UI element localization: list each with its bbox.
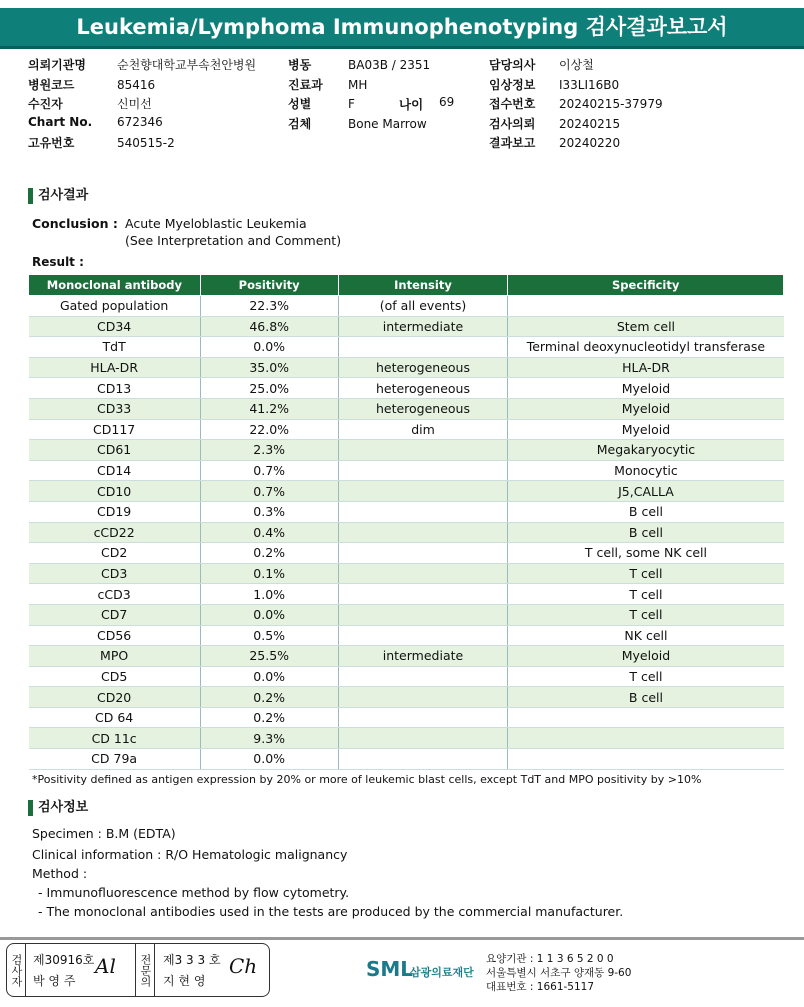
info-label: 수진자 (28, 97, 63, 111)
info-row (489, 115, 663, 135)
intensity-cell (338, 749, 508, 770)
table-row (29, 337, 784, 358)
method-1: - Immunofluorescence method by flow cytometry. (38, 885, 350, 900)
antibody-cell: CD33 (29, 398, 201, 419)
address: 서울특별시 서초구 양재동 9-60 (486, 967, 632, 979)
antibody-cell: CD7 (29, 604, 201, 625)
info-value: I33LI16B0 (559, 77, 620, 92)
intensity-cell (338, 563, 508, 584)
info-value: 85416 (117, 77, 156, 92)
clinical-info: Clinical information : R/O Hematologic malignancy (32, 847, 348, 862)
intensity-cell (338, 604, 508, 625)
table-row (29, 501, 784, 522)
antibody-cell: TdT (29, 337, 201, 358)
doctor-signature: Ch (229, 954, 258, 978)
test-info-heading: 검사정보 (28, 800, 88, 816)
table-row (29, 625, 784, 646)
positivity-cell: 2.3% (200, 440, 338, 461)
column-header: Intensity (338, 275, 508, 296)
conclusion-note: (See Interpretation and Comment) (125, 233, 342, 248)
antibody-cell: CD34 (29, 316, 201, 337)
table-row (29, 522, 784, 543)
specificity-cell: HLA-DR (508, 357, 784, 378)
positivity-cell: 0.7% (200, 460, 338, 481)
method-label: Method : (32, 866, 88, 881)
antibody-cell: CD2 (29, 543, 201, 564)
specificity-cell: Stem cell (508, 316, 784, 337)
doctor-name: 지 현 영 (163, 974, 206, 988)
positivity-cell: 0.4% (200, 522, 338, 543)
specificity-cell: Myeloid (508, 646, 784, 667)
specificity-cell: Myeloid (508, 419, 784, 440)
positivity-cell: 25.0% (200, 378, 338, 399)
org-name: 삼광의료재단 (410, 966, 474, 979)
antibody-cell: cCD22 (29, 522, 201, 543)
info-value: 672346 (117, 114, 163, 129)
specificity-cell: Monocytic (508, 460, 784, 481)
positivity-cell: 0.2% (200, 707, 338, 728)
antibody-cell: CD117 (29, 419, 201, 440)
info-label: 의뢰기관명 (28, 58, 86, 72)
column-header: Specificity (508, 275, 784, 296)
age-label: 나이 (399, 97, 424, 112)
positivity-cell: 0.0% (200, 604, 338, 625)
column-header: Positivity (200, 275, 338, 296)
table-row (29, 646, 784, 667)
table-row (29, 378, 784, 399)
intensity-cell (338, 707, 508, 728)
table-row (29, 687, 784, 708)
positivity-cell: 0.7% (200, 481, 338, 502)
antibody-cell: CD 79a (29, 749, 201, 770)
doctor-no: 제3 3 3 호 (163, 953, 221, 967)
antibody-cell: HLA-DR (29, 357, 201, 378)
info-row (489, 134, 663, 154)
info-row (28, 56, 256, 76)
table-row (29, 749, 784, 770)
antibody-cell: CD61 (29, 440, 201, 461)
positivity-cell: 41.2% (200, 398, 338, 419)
results-heading: 검사결과 (28, 188, 88, 204)
positivity-cell: 22.3% (200, 296, 338, 317)
info-row (28, 76, 256, 96)
intensity-cell (338, 666, 508, 687)
intensity-cell: heterogeneous (338, 398, 508, 419)
tester-label: 검사자 (7, 944, 26, 996)
intensity-cell: (of all events) (338, 296, 508, 317)
tester-no: 제30916호 (33, 953, 95, 967)
table-row (29, 357, 784, 378)
info-row (28, 134, 256, 154)
antibody-cell: CD56 (29, 625, 201, 646)
specificity-cell: T cell (508, 604, 784, 625)
antibody-cell: CD10 (29, 481, 201, 502)
info-label: 담당의사 (489, 58, 536, 72)
method-2: - The monoclonal antibodies used in the tests are produced by the commercial manufacturer. (38, 904, 624, 919)
info-value: 신미선 (117, 97, 152, 111)
info-value: Bone Marrow (348, 116, 427, 131)
intensity-cell (338, 522, 508, 543)
doctor-label: 전문의 (135, 944, 155, 996)
signature-box (6, 943, 270, 997)
intensity-cell: intermediate (338, 646, 508, 667)
intensity-cell (338, 337, 508, 358)
table-row (29, 584, 784, 605)
intensity-cell (338, 543, 508, 564)
table-row (29, 419, 784, 440)
info-value: 이상철 (559, 58, 594, 72)
specificity-cell: T cell (508, 584, 784, 605)
info-label: 접수번호 (489, 97, 536, 111)
positivity-cell: 35.0% (200, 357, 338, 378)
specificity-cell: Terminal deoxynucleotidyl transferase (508, 337, 784, 358)
antibody-cell: CD14 (29, 460, 201, 481)
specificity-cell: Megakaryocytic (508, 440, 784, 461)
info-col3 (489, 56, 663, 154)
info-col1 (28, 56, 256, 154)
specificity-cell: NK cell (508, 625, 784, 646)
antibody-cell: cCD3 (29, 584, 201, 605)
specificity-cell (508, 728, 784, 749)
specificity-cell: B cell (508, 687, 784, 708)
table-row (29, 398, 784, 419)
info-row (489, 56, 663, 76)
antibody-cell: CD 11c (29, 728, 201, 749)
specificity-cell (508, 749, 784, 770)
antibody-cell: CD20 (29, 687, 201, 708)
info-label: 병동 (288, 58, 312, 72)
antibody-cell: CD5 (29, 666, 201, 687)
intensity-cell (338, 728, 508, 749)
info-value: F (348, 97, 355, 111)
intensity-cell (338, 481, 508, 502)
info-row (288, 56, 430, 76)
info-label: 임상정보 (489, 77, 536, 92)
intensity-cell (338, 687, 508, 708)
antibody-cell: CD 64 (29, 707, 201, 728)
table-row (29, 604, 784, 625)
column-header: Monoclonal antibody (29, 275, 201, 296)
antibody-cell: MPO (29, 646, 201, 667)
specificity-cell (508, 296, 784, 317)
intensity-cell (338, 501, 508, 522)
positivity-cell: 0.2% (200, 687, 338, 708)
info-label: 검체 (288, 116, 312, 131)
antibody-cell: CD19 (29, 501, 201, 522)
intensity-cell (338, 440, 508, 461)
report-title: Leukemia/Lymphoma Immunophenotyping 검사결과보고서 (0, 8, 804, 49)
result-label: Result : (32, 255, 84, 269)
specificity-cell: Myeloid (508, 378, 784, 399)
specificity-cell: T cell (508, 666, 784, 687)
positivity-cell: 22.0% (200, 419, 338, 440)
intensity-cell: intermediate (338, 316, 508, 337)
specificity-cell (508, 707, 784, 728)
phone: 대표번호 : 1661-5117 (486, 981, 595, 993)
tester-name: 박 영 주 (33, 974, 76, 988)
info-row (288, 76, 430, 96)
info-value: MH (348, 77, 368, 92)
info-row (28, 95, 256, 115)
info-label: Chart No. (28, 114, 93, 129)
positivity-cell: 0.2% (200, 543, 338, 564)
provider-code: 요양기관 : 1 1 3 6 5 2 0 0 (486, 953, 614, 965)
info-label: 결과보고 (489, 136, 536, 150)
positivity-cell: 0.0% (200, 666, 338, 687)
antibody-cell: CD13 (29, 378, 201, 399)
specimen: Specimen : B.M (EDTA) (32, 826, 176, 841)
tester-signature: Al (95, 954, 116, 978)
specificity-cell: T cell (508, 563, 784, 584)
info-row (489, 95, 663, 115)
info-label: 진료과 (288, 77, 323, 92)
specificity-cell: T cell, some NK cell (508, 543, 784, 564)
conclusion: Acute Myeloblastic Leukemia (125, 216, 307, 231)
intensity-cell: heterogeneous (338, 357, 508, 378)
table-row (29, 543, 784, 564)
positivity-cell: 1.0% (200, 584, 338, 605)
info-value: BA03B / 2351 (348, 58, 431, 72)
table-row (29, 728, 784, 749)
table-row (29, 296, 784, 317)
info-value: 20240215 (559, 116, 621, 131)
conclusion-label: Conclusion : (32, 216, 118, 231)
table-row (29, 316, 784, 337)
positivity-cell: 25.5% (200, 646, 338, 667)
table-row (29, 563, 784, 584)
specificity-cell: J5,CALLA (508, 481, 784, 502)
info-row (288, 115, 430, 135)
specificity-cell: B cell (508, 501, 784, 522)
info-label: 검사의뢰 (489, 116, 536, 131)
age-value: 69 (439, 95, 455, 109)
info-row (489, 76, 663, 96)
sml-logo: SML (366, 957, 414, 981)
footnote: *Positivity defined as antigen expression by 20% or more of leukemic blast cells, except TdT and MPO positivity by >10% (32, 773, 702, 786)
positivity-cell: 0.0% (200, 749, 338, 770)
positivity-cell: 0.3% (200, 501, 338, 522)
intensity-cell (338, 460, 508, 481)
info-value: 20240220 (559, 136, 621, 150)
results-table (28, 274, 784, 770)
table-row (29, 440, 784, 461)
intensity-cell (338, 584, 508, 605)
info-row (28, 115, 256, 135)
intensity-cell (338, 625, 508, 646)
positivity-cell: 46.8% (200, 316, 338, 337)
table-row (29, 481, 784, 502)
positivity-cell: 0.5% (200, 625, 338, 646)
antibody-cell: CD3 (29, 563, 201, 584)
footer-divider (0, 937, 804, 940)
info-value: 540515-2 (117, 136, 175, 150)
info-label: 성별 (288, 97, 312, 111)
table-row (29, 460, 784, 481)
positivity-cell: 9.3% (200, 728, 338, 749)
intensity-cell: dim (338, 419, 508, 440)
positivity-cell: 0.0% (200, 337, 338, 358)
table-row (29, 666, 784, 687)
info-value: 순천향대학교부속천안병원 (117, 58, 257, 72)
positivity-cell: 0.1% (200, 563, 338, 584)
specificity-cell: Myeloid (508, 398, 784, 419)
table-row (29, 707, 784, 728)
info-label: 병원코드 (28, 77, 75, 92)
info-value: 20240215-37979 (559, 97, 663, 111)
intensity-cell: heterogeneous (338, 378, 508, 399)
info-label: 고유번호 (28, 136, 75, 150)
antibody-cell: Gated population (29, 296, 201, 317)
specificity-cell: B cell (508, 522, 784, 543)
